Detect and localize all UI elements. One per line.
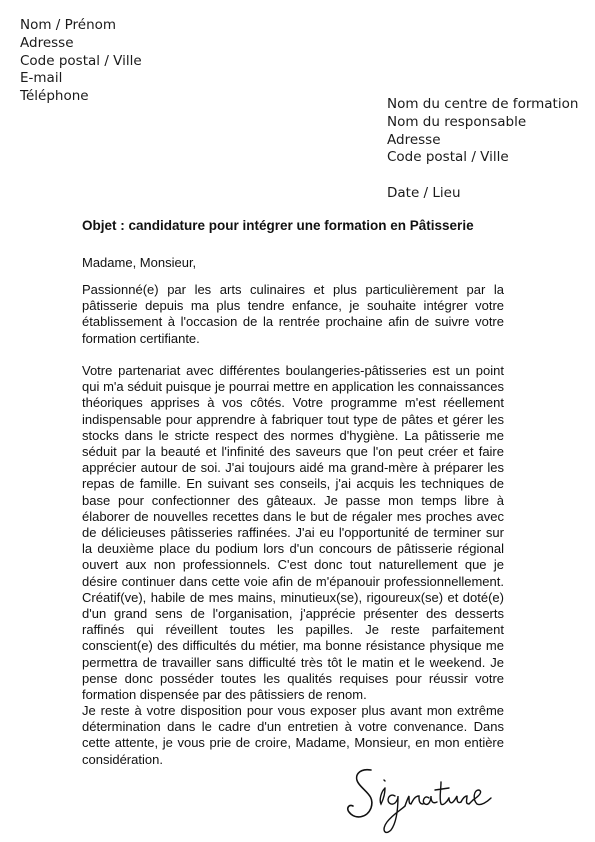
recipient-block	[387, 96, 578, 167]
paragraph-closing	[82, 703, 504, 768]
recipient-address: Adresse	[387, 131, 441, 148]
recipient-center-name: Nom du centre de formation	[387, 96, 579, 112]
paragraph-motivation	[82, 363, 504, 703]
paragraph-text: Passionné(e) par les arts culinaires et plus particulièrement par la pâtisserie depuis ma plus tendre enfance, je souhaite intégrer votre établissement à l'occasion de la rentrée prochaine afin de suivre votre formation certifiante.	[82, 282, 504, 346]
sender-address: Adresse	[20, 34, 74, 51]
sender-email: E-mail	[20, 70, 63, 87]
salutation: Madame, Monsieur,	[82, 255, 197, 270]
date-place: Date / Lieu	[387, 185, 461, 201]
paragraph-intro	[82, 282, 504, 347]
sender-postal-city: Code postal / Ville	[20, 52, 142, 69]
sender-block	[20, 17, 142, 106]
sender-name: Nom / Prénom	[20, 17, 117, 33]
recipient-manager-name: Nom du responsable	[387, 113, 527, 130]
paragraph-text: Je reste à votre disposition pour vous exposer plus avant mon extrême détermination dans le cadre d'un entretien à votre convenance. Dans cette attente, je vous prie de croire, Madame, Monsieur, en mon entière considération.	[82, 703, 504, 767]
recipient-postal-city: Code postal / Ville	[387, 149, 509, 166]
sender-phone: Téléphone	[20, 88, 89, 105]
paragraph-text: Votre partenariat avec différentes boulangeries-pâtisseries est un point qui m'a séduit puisque je pourrai mettre en application les connaissances théoriques apprises à vos côtés. Votre programme m'est réellement indispensable pour apprendre à fabriquer tout type de pâtes et gérer les stocks dans le stricte respect des normes d'hygiène. La pâtisserie me séduit par la beauté et l'infinité des saveurs que l'on peut créer et faire apprécier autour de soi. J'ai toujours aidé ma grand-mère à préparer les repas de famille. En suivant ses conseils, j'ai acquis les techniques de base pour confectionner des gâteaux. Je passe mon temps libre à élaborer de nouvelles recettes dans le but de régaler mes proches avec de délicieuses pâtisseries raffinées. J'ai eu l'opportunité de terminer sur la deuxième place du podium lors d'un concours de pâtisserie régional ouvert aux non professionnels. C'est donc tout naturellement que je désire continuer dans cette voie afin de m'épanouir professionnellement. Créatif(ve), habile de mes mains, minutieux(se), rigoureux(se) et doté(e) d'un grand sens de l'organisation, j'apprécie présenter des desserts raffinés qui réveillent toutes les papilles. Je reste parfaitement conscient(e) des difficultés du métier, ma bonne résistance physique me permettra de travailler sans difficulté très tôt le matin et le weekend. Je pense donc posséder toutes les qualités requises pour réussir votre formation dispensée par des pâtissiers de renom.	[82, 363, 504, 703]
letter-subject: Objet : candidature pour intégrer une formation en Pâtisserie	[82, 218, 474, 233]
handwritten-signature	[345, 760, 495, 838]
